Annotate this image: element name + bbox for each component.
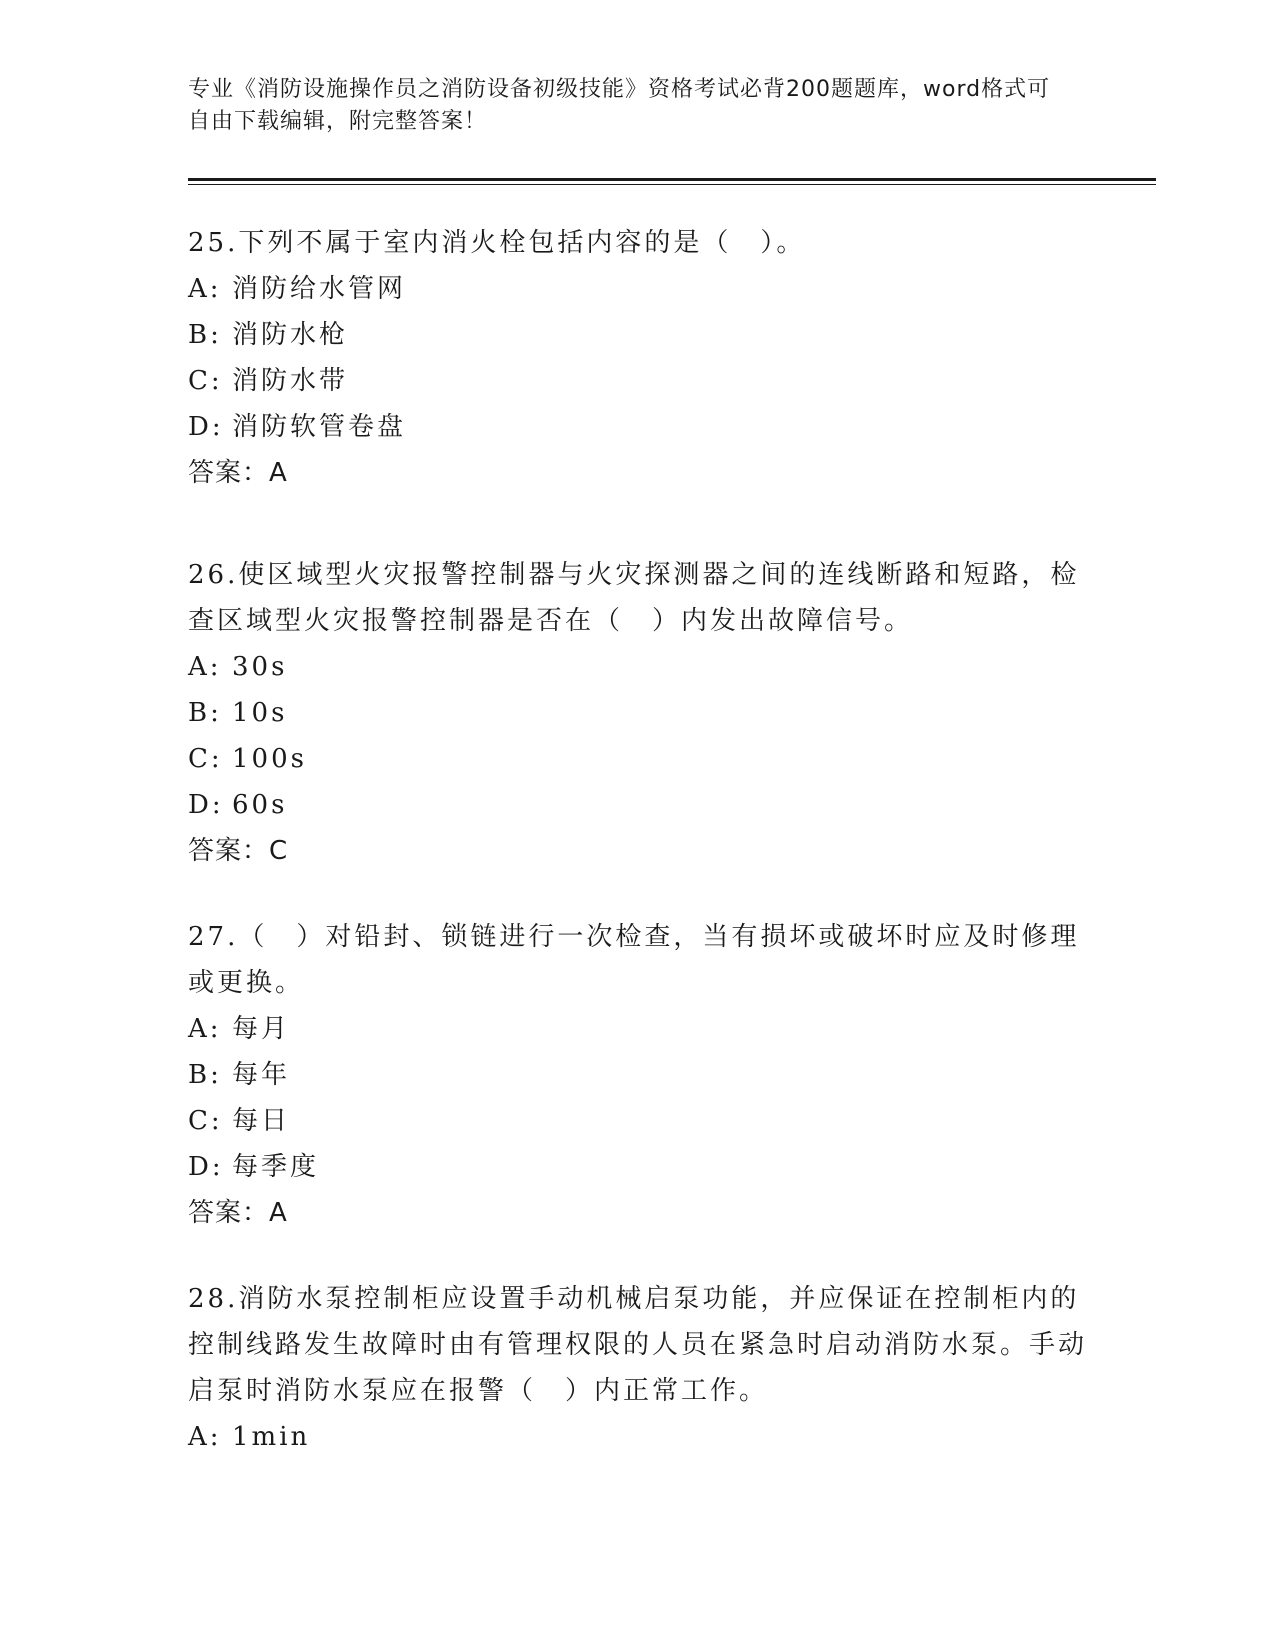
option-c bbox=[188, 736, 1088, 782]
option-d bbox=[188, 1144, 1088, 1190]
option-key: C: bbox=[188, 1106, 223, 1136]
option-b bbox=[188, 690, 1088, 736]
option-key: C: bbox=[188, 366, 223, 396]
option-a bbox=[188, 1006, 1088, 1052]
option-text: 1min bbox=[232, 1422, 311, 1452]
option-d bbox=[188, 404, 1088, 450]
option-key: A: bbox=[188, 652, 222, 682]
option-text: 每日 bbox=[232, 1106, 291, 1136]
question-26 bbox=[188, 552, 1088, 874]
option-a bbox=[188, 266, 1088, 312]
option-text: 30s bbox=[232, 652, 288, 682]
option-text: 60s bbox=[232, 790, 288, 820]
option-key: B: bbox=[188, 698, 222, 728]
option-text: 消防软管卷盘 bbox=[232, 412, 407, 442]
option-text: 消防给水管网 bbox=[232, 274, 407, 304]
option-key: A: bbox=[188, 1014, 222, 1044]
option-key: A: bbox=[188, 274, 222, 304]
option-key: D: bbox=[188, 412, 224, 442]
option-c bbox=[188, 1098, 1088, 1144]
header-divider-thick bbox=[188, 178, 1156, 181]
header-divider-thin bbox=[188, 184, 1156, 185]
question-25 bbox=[188, 220, 1088, 496]
answer: 答案：A bbox=[188, 1198, 288, 1228]
option-key: B: bbox=[188, 320, 222, 350]
option-text: 10s bbox=[232, 698, 288, 728]
option-a bbox=[188, 1414, 1088, 1460]
option-key: C: bbox=[188, 744, 223, 774]
option-c bbox=[188, 358, 1088, 404]
option-b bbox=[188, 312, 1088, 358]
option-d bbox=[188, 782, 1088, 828]
question-stem: 28.消防水泵控制柜应设置手动机械启泵功能，并应保证在控制柜内的控制线路发生故障时由有管理权限的人员在紧急时启动消防水泵。手动启泵时消防水泵应在报警（ ）内正常工作。 bbox=[188, 1284, 1088, 1406]
question-stem: 25.下列不属于室内消火栓包括内容的是（ ）。 bbox=[188, 228, 806, 258]
option-text: 消防水带 bbox=[232, 366, 349, 396]
option-key: A: bbox=[188, 1422, 222, 1452]
option-text: 每年 bbox=[232, 1060, 291, 1090]
option-a bbox=[188, 644, 1088, 690]
option-text: 每季度 bbox=[232, 1152, 320, 1182]
option-text: 消防水枪 bbox=[232, 320, 349, 350]
question-28 bbox=[188, 1276, 1088, 1460]
option-text: 100s bbox=[232, 744, 307, 774]
document-header: 专业《消防设施操作员之消防设备初级技能》资格考试必背200题题库，word格式可自由下载编辑，附完整答案！ bbox=[188, 77, 1051, 134]
option-text: 每月 bbox=[232, 1014, 291, 1044]
answer: 答案：C bbox=[188, 836, 289, 866]
question-stem: 27.（ ）对铅封、锁链进行一次检查，当有损坏或破坏时应及时修理或更换。 bbox=[188, 922, 1080, 998]
question-27 bbox=[188, 914, 1088, 1236]
option-key: D: bbox=[188, 1152, 224, 1182]
answer: 答案：A bbox=[188, 458, 288, 488]
question-stem: 26.使区域型火灾报警控制器与火灾探测器之间的连线断路和短路，检查区域型火灾报警控制器是否在（ ）内发出故障信号。 bbox=[188, 560, 1080, 636]
option-key: B: bbox=[188, 1060, 222, 1090]
option-b bbox=[188, 1052, 1088, 1098]
option-key: D: bbox=[188, 790, 224, 820]
